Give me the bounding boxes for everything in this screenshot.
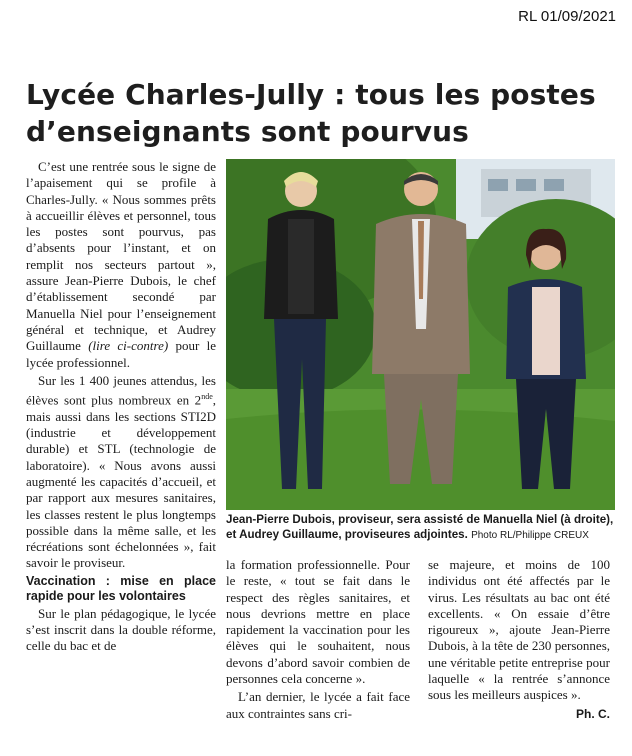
caption-text: Jean-Pierre Dubois, proviseur, sera assisté de Manuella Niel (à droite), et Audrey Guillaume, proviseures adjointes. — [226, 513, 614, 541]
photo-illustration — [226, 159, 615, 510]
subheading-vaccination: Vaccination : mise en place rapide pour les volontaires — [26, 573, 216, 603]
paragraph-vaccination: la formation professionnelle. Pour le reste, « tout se fait dans le respect des règles sanitaires, et nous devrions mettre en place rapidement la vaccination pour les élèves qui le souhaitent, nous devons d’abord savoir combien de personnes cela concerne ». — [226, 557, 410, 687]
cross-reference: (lire ci-contre) — [88, 338, 169, 354]
photo-caption — [226, 513, 616, 543]
headline-line-2: d’enseignants sont pourvus — [26, 115, 469, 148]
article-headline — [26, 76, 626, 150]
headline-line-1: Lycée Charles-Jully : tous les postes — [26, 78, 596, 111]
photo-credit: Photo RL/Philippe CREUX — [471, 529, 589, 541]
paragraph-pedagogy: Sur le plan pédagogique, le lycée s’est inscrit dans la double réforme, celle du bac et de — [26, 605, 216, 654]
paragraph-last-year: L’an dernier, le lycée a fait face aux contraintes sans cri- — [226, 689, 410, 721]
publication-date: RL 01/09/2021 — [518, 8, 616, 25]
article-column-1 — [26, 159, 216, 657]
paragraph-results: se majeure, et moins de 100 individus ont été affectés par le virus. Les résultats au bac ont été excellents. « On essaie d’être rigoureux », ajoute Jean-Pierre Dubois, à la tête de 230 personnes, une véritable petite entreprise pour laquelle « la rentrée s’annonce sous les meilleurs auspices ». — [428, 557, 610, 703]
author-signature: Ph. C. — [575, 706, 610, 721]
paragraph-intro: C’est une rentrée sous le signe de l’apaisement qui se profile à Charles-Jully. « Nous sommes prêts à accueillir élèves et personnel, tous les postes sont pourvus, pas d’absents pour l’instant, et on remplit nos secteurs partout », assure Jean-Pierre Dubois, le chef d’établissement secondé par Manuella Niel pour l’enseignement général et technique, et Audrey Guillaume (lire ci-contre) pour le lycée professionnel. — [26, 159, 217, 370]
article-photo — [226, 159, 615, 510]
paragraph-enrollment: Sur les 1 400 jeunes attendus, les élèves sont plus nombreux en 2nde, mais aussi dans les sections STI2D (industrie et développement durable) et STL (technologie de laboratoire). « Nous avons aussi augmenté les capacités d’accueil, et par rapport aux mesures sanitaires, les classes restent le plus longtemps possible dans la même salle, et les récréations sont échelonnées », fait savoir le proviseur. — [26, 372, 216, 571]
article-column-3 — [428, 557, 610, 724]
article-column-2 — [226, 557, 410, 724]
